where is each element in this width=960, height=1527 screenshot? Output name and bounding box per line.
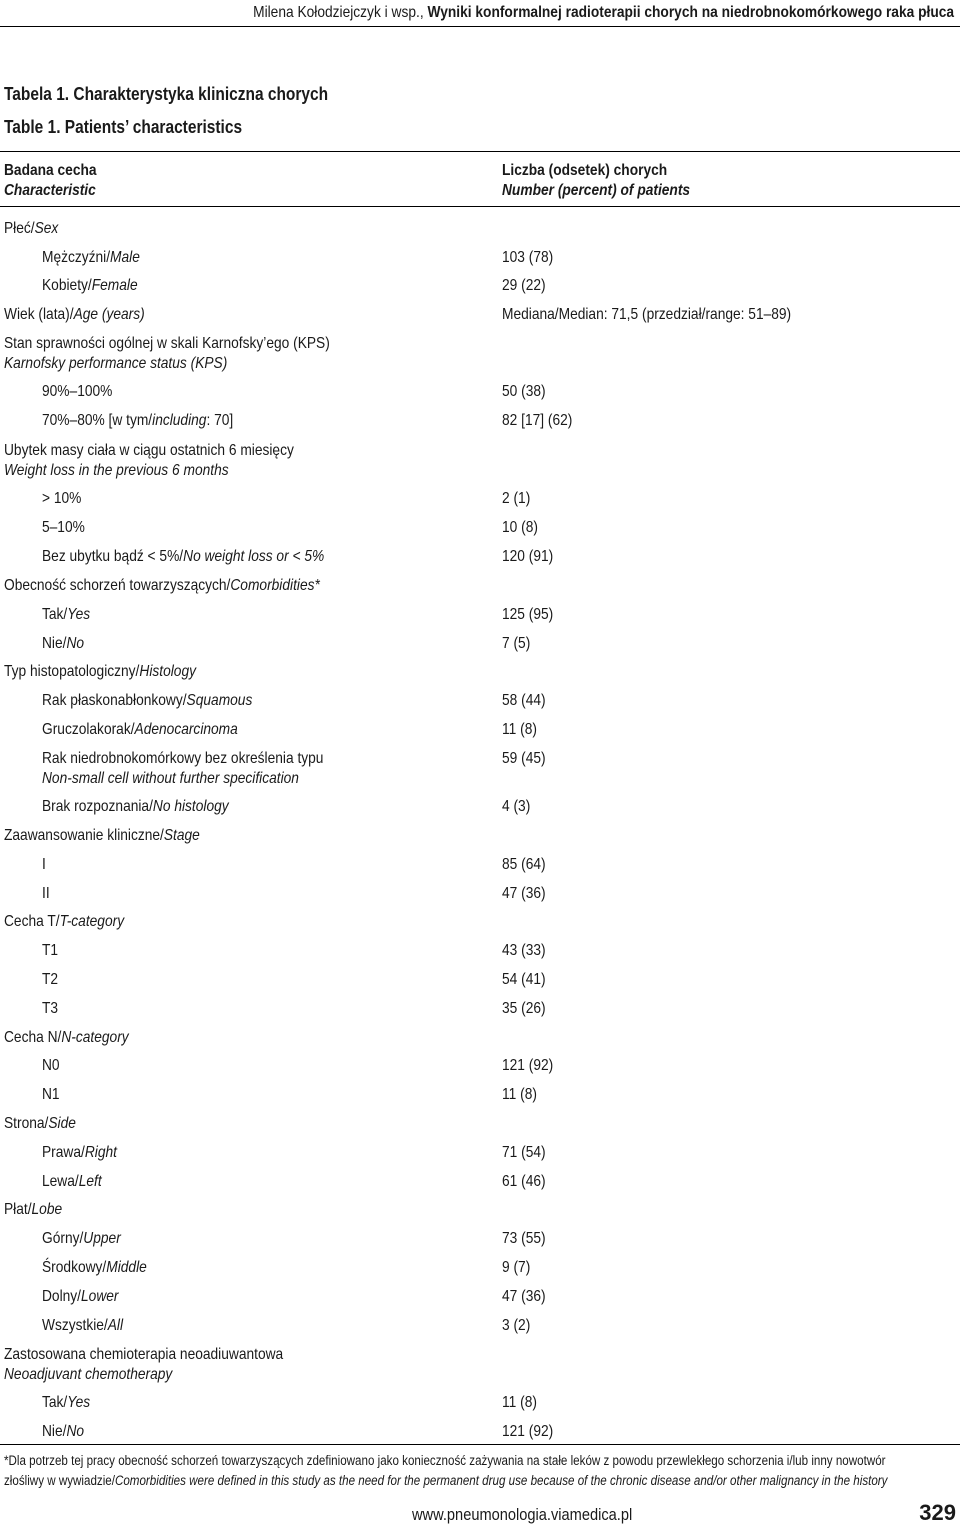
table-caption-english: Table 1. Patients’ characteristics bbox=[4, 117, 243, 137]
row-label: Gruczolakorak/Adenocarcinoma bbox=[42, 721, 238, 738]
row-label: T3 bbox=[42, 1000, 59, 1017]
row-label: Ubytek masy ciała w ciągu ostatnich 6 miesięcy Weight loss in the previous 6 months bbox=[4, 442, 294, 479]
row-label: Płeć/Sex bbox=[4, 220, 59, 237]
row-value: 125 (95) bbox=[502, 606, 554, 623]
row-value: Mediana/Median: 71,5 (przedział/range: 51–89) bbox=[502, 306, 792, 323]
row-label: 90%–100% bbox=[42, 383, 113, 400]
page-number: 329 bbox=[919, 1500, 956, 1525]
row-label: 70%–80% [w tym/including: 70] bbox=[42, 412, 234, 429]
row-label: I bbox=[42, 856, 46, 873]
row-value: 71 (54) bbox=[502, 1144, 546, 1161]
row-label: Płat/Lobe bbox=[4, 1201, 63, 1218]
table-caption-polish: Tabela 1. Charakterystyka kliniczna chorych bbox=[4, 84, 329, 104]
column-header-characteristic-en: Characteristic bbox=[4, 182, 96, 199]
row-value: 4 (3) bbox=[502, 798, 531, 815]
row-value: 11 (8) bbox=[502, 1394, 537, 1411]
row-label: Stan sprawności ogólnej w skali Karnofsky’ego (KPS) Karnofsky performance status (KPS) bbox=[4, 335, 330, 372]
row-value: 43 (33) bbox=[502, 942, 546, 959]
row-label: 5–10% bbox=[42, 519, 85, 536]
row-label: Brak rozpoznania/No histology bbox=[42, 798, 229, 815]
row-label: Górny/Upper bbox=[42, 1230, 121, 1247]
row-label: Nie/No bbox=[42, 635, 85, 652]
row-value: 50 (38) bbox=[502, 383, 546, 400]
row-value: 73 (55) bbox=[502, 1230, 546, 1247]
row-value: 9 (7) bbox=[502, 1259, 531, 1276]
row-value: 11 (8) bbox=[502, 721, 537, 738]
row-label: Dolny/Lower bbox=[42, 1288, 119, 1305]
row-value: 103 (78) bbox=[502, 249, 554, 266]
table-top-rule bbox=[0, 151, 960, 152]
running-head bbox=[253, 0, 954, 28]
row-label: N1 bbox=[42, 1086, 60, 1103]
row-label: Prawa/Right bbox=[42, 1144, 117, 1161]
running-head-authors: Milena Kołodziejczyk i wsp., bbox=[253, 4, 424, 21]
column-header-characteristic-pl: Badana cecha bbox=[4, 162, 97, 179]
row-label: Rak niedrobnokomórkowy bez określenia typu Non-small cell without further specification bbox=[42, 750, 324, 787]
running-head-title: Wyniki konformalnej radioterapii chorych na niedrobnokomórkowego raka płuca bbox=[427, 4, 954, 21]
row-label: Wiek (lata)/Age (years) bbox=[4, 306, 145, 323]
row-value: 11 (8) bbox=[502, 1086, 537, 1103]
row-value: 10 (8) bbox=[502, 519, 538, 536]
row-label: Kobiety/Female bbox=[42, 277, 138, 294]
row-value: 47 (36) bbox=[502, 885, 546, 902]
row-value: 61 (46) bbox=[502, 1173, 546, 1190]
row-label: Wszystkie/All bbox=[42, 1317, 124, 1334]
row-label: Typ histopatologiczny/Histology bbox=[4, 663, 196, 680]
row-value: 120 (91) bbox=[502, 548, 554, 565]
footnote-line-1: *Dla potrzeb tej pracy obecność schorzeń towarzyszących zdefiniowano jako konieczność zażywania na stałe leków z powodu przewlekłego schorzenia i/lub inny nowotwór bbox=[4, 1453, 886, 1468]
row-label: Cecha T/T-category bbox=[4, 913, 125, 930]
row-label: Tak/Yes bbox=[42, 1394, 91, 1411]
column-header-characteristic bbox=[4, 161, 97, 201]
row-value: 85 (64) bbox=[502, 856, 546, 873]
row-label: Środkowy/Middle bbox=[42, 1259, 147, 1276]
column-header-number-en: Number (percent) of patients bbox=[502, 182, 691, 199]
row-value: 47 (36) bbox=[502, 1288, 546, 1305]
row-label: > 10% bbox=[42, 490, 82, 507]
row-label: N0 bbox=[42, 1057, 60, 1074]
row-label: Tak/Yes bbox=[42, 606, 91, 623]
footnote-line-2: złośliwy w wywiadzie/Comorbidities were defined in this study as the need for the permanent drug use because of the chronic disease and/or other malignancy in the history bbox=[4, 1473, 888, 1488]
running-head-rule bbox=[0, 26, 960, 27]
column-header-number bbox=[502, 161, 690, 201]
row-label: Zastosowana chemioterapia neoadiuwantowa Neoadjuvant chemotherapy bbox=[4, 1346, 284, 1383]
row-value: 7 (5) bbox=[502, 635, 531, 652]
row-label: Obecność schorzeń towarzyszących/Comorbidities* bbox=[4, 577, 320, 594]
row-value: 29 (22) bbox=[502, 277, 546, 294]
row-label: Rak płaskonabłonkowy/Squamous bbox=[42, 692, 253, 709]
row-value: 35 (26) bbox=[502, 1000, 546, 1017]
row-value: 121 (92) bbox=[502, 1057, 554, 1074]
row-label: Strona/Side bbox=[4, 1115, 76, 1132]
row-label: Zaawansowanie kliniczne/Stage bbox=[4, 827, 200, 844]
row-value: 58 (44) bbox=[502, 692, 546, 709]
row-label: Nie/No bbox=[42, 1423, 85, 1440]
row-value: 3 (2) bbox=[502, 1317, 531, 1334]
row-label: T1 bbox=[42, 942, 59, 959]
footer-url: www.pneumonologia.viamedica.pl bbox=[412, 1505, 633, 1524]
row-label: Bez ubytku bądź < 5%/No weight loss or < 5% bbox=[42, 548, 325, 565]
header-rule bbox=[0, 206, 960, 207]
row-label: Cecha N/N-category bbox=[4, 1029, 129, 1046]
column-header-number-pl: Liczba (odsetek) chorych bbox=[502, 162, 668, 179]
row-label: Mężczyźni/Male bbox=[42, 249, 140, 266]
row-label: T2 bbox=[42, 971, 59, 988]
row-value: 2 (1) bbox=[502, 490, 531, 507]
row-label: Lewa/Left bbox=[42, 1173, 102, 1190]
row-value: 121 (92) bbox=[502, 1423, 554, 1440]
table-bottom-rule bbox=[0, 1444, 960, 1445]
row-label: II bbox=[42, 885, 50, 902]
row-value: 54 (41) bbox=[502, 971, 546, 988]
row-value: 82 [17] (62) bbox=[502, 412, 573, 429]
row-value: 59 (45) bbox=[502, 750, 546, 767]
